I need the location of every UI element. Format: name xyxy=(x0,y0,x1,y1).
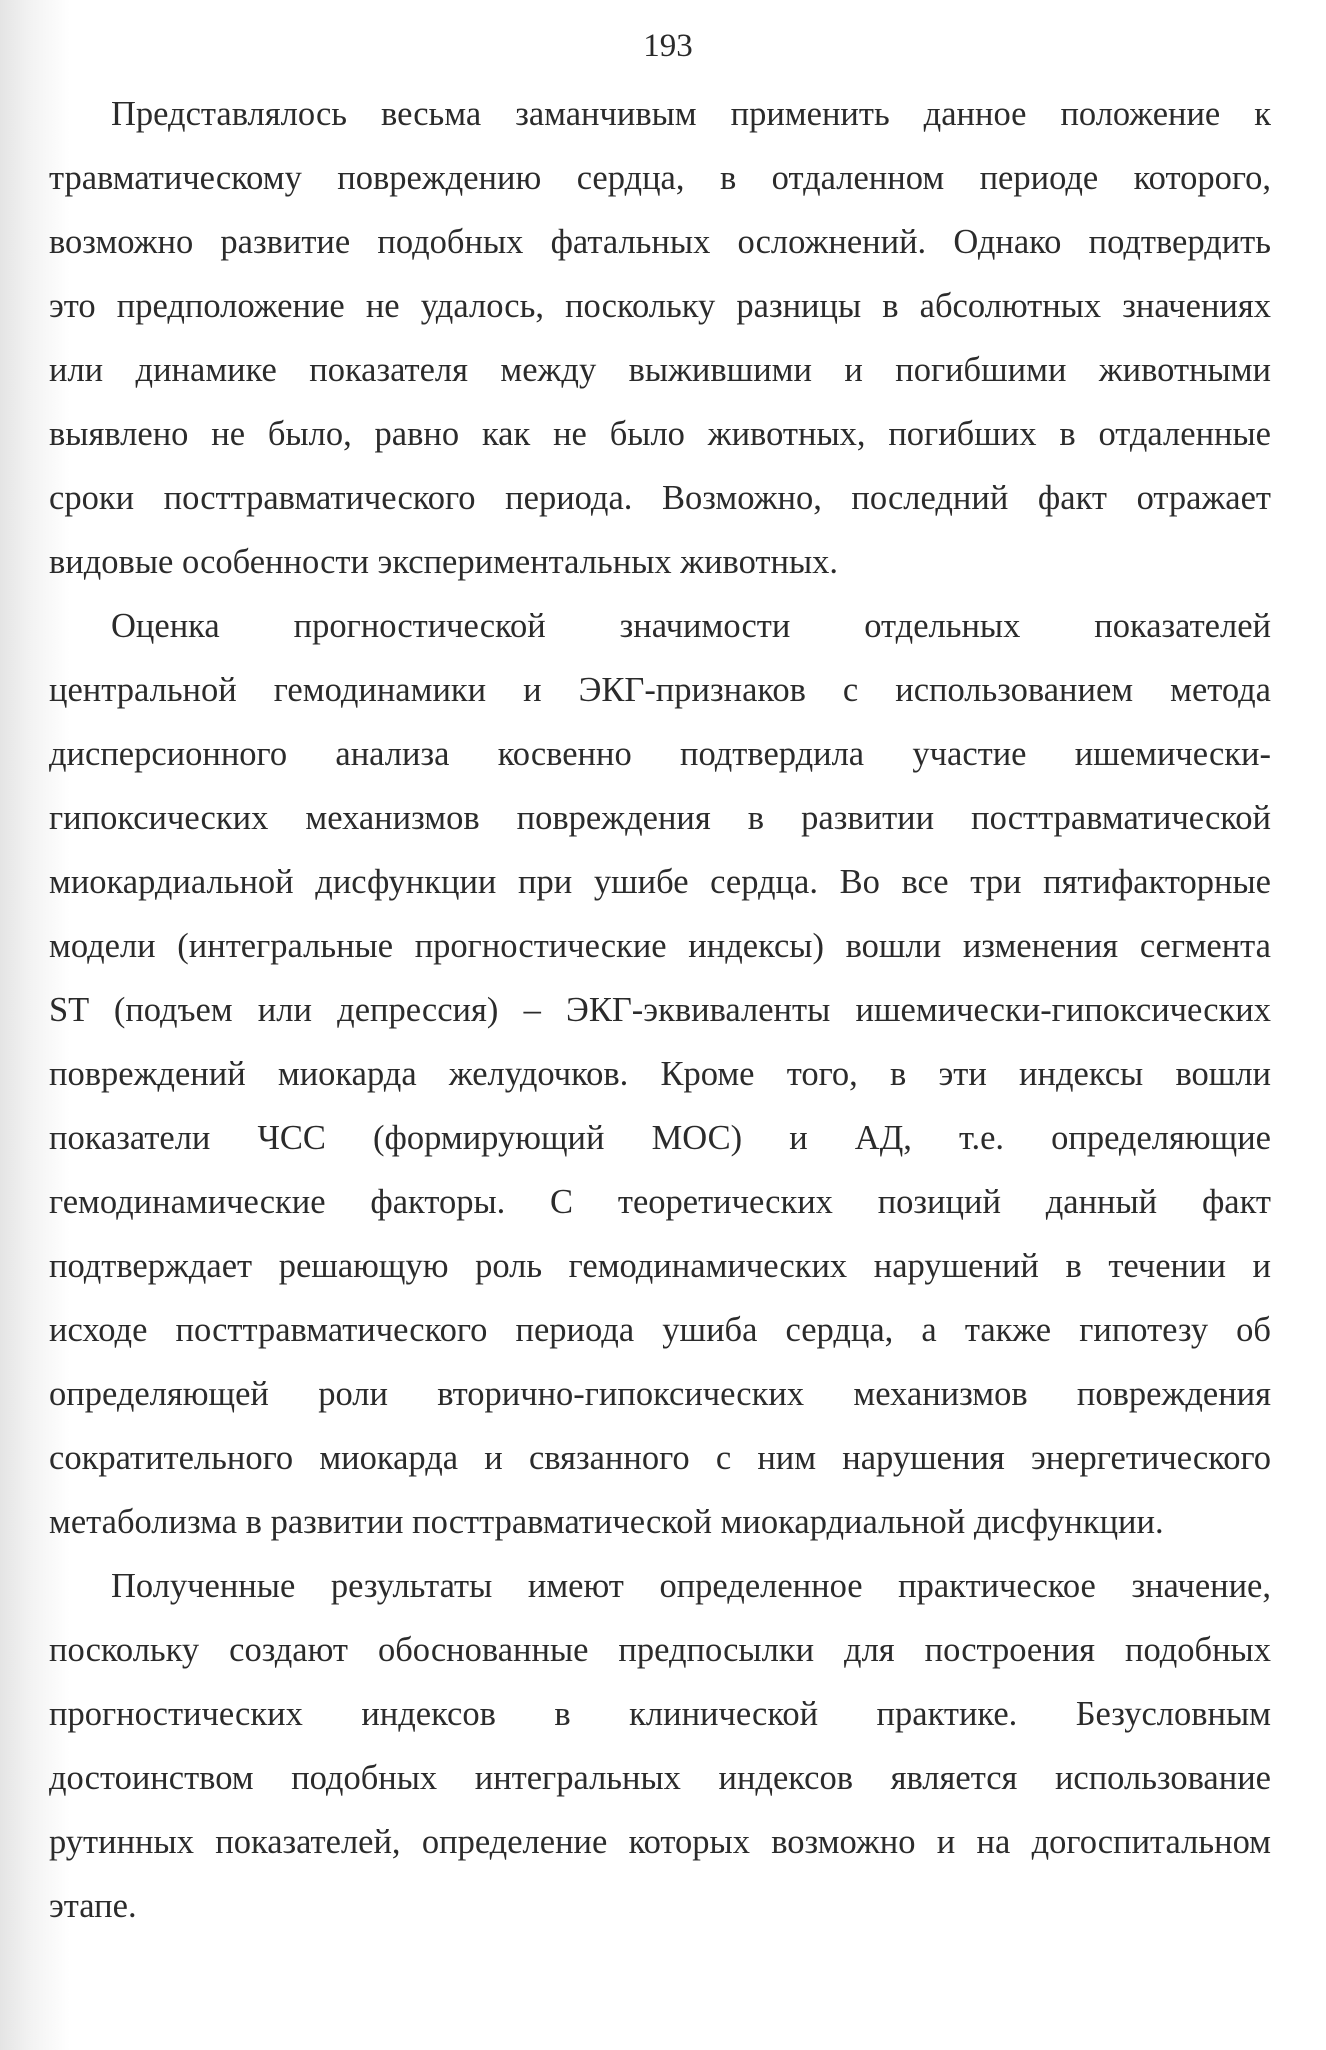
text-line: метаболизма в развитии посттравматической миокардиальной дисфункции. xyxy=(49,1503,1164,1541)
body-text xyxy=(49,82,1271,1938)
text-line: рутинных показателей, определение которых возможно и на догоспитальном xyxy=(49,1823,1271,1861)
text-line: ST (подъем или депрессия) – ЭКГ-эквиваленты ишемически-гипоксических xyxy=(49,991,1271,1029)
paragraph xyxy=(49,1554,1271,1938)
text-line: модели (интегральные прогностические индексы) вошли изменения сегмента xyxy=(49,927,1271,965)
text-line: миокардиальной дисфункции при ушибе сердца. Во все три пятифакторные xyxy=(49,863,1271,901)
text-line: достоинством подобных интегральных индексов является использование xyxy=(49,1759,1271,1797)
text-line: показатели ЧСС (формирующий МОС) и АД, т.е. определяющие xyxy=(49,1119,1271,1157)
text-line: поскольку создают обоснованные предпосылки для построения подобных xyxy=(49,1631,1271,1669)
text-line: определяющей роли вторично-гипоксических механизмов повреждения xyxy=(49,1375,1271,1413)
text-line: центральной гемодинамики и ЭКГ-признаков с использованием метода xyxy=(49,671,1271,709)
paragraph xyxy=(49,82,1271,594)
text-line: или динамике показателя между выжившими и погибшими животными xyxy=(49,351,1271,389)
text-line: гемодинамические факторы. С теоретических позиций данный факт xyxy=(49,1183,1271,1221)
page-number: 193 xyxy=(643,28,693,64)
text-line: сократительного миокарда и связанного с ним нарушения энергетического xyxy=(49,1439,1271,1477)
text-line: исходе посттравматического периода ушиба сердца, а также гипотезу об xyxy=(49,1311,1271,1349)
text-line: этапе. xyxy=(49,1887,137,1925)
text-line: дисперсионного анализа косвенно подтвердила участие ишемически- xyxy=(49,735,1271,773)
text-line: сроки посттравматического периода. Возможно, последний факт отражает xyxy=(49,479,1271,517)
text-line: прогностических индексов в клинической практике. Безусловным xyxy=(49,1695,1271,1733)
text-line: выявлено не было, равно как не было животных, погибших в отдаленные xyxy=(49,415,1271,453)
text-line: Оценка прогностической значимости отдельных показателей xyxy=(111,607,1271,645)
paragraph xyxy=(49,594,1271,1554)
text-line: гипоксических механизмов повреждения в развитии посттравматической xyxy=(49,799,1271,837)
text-line: видовые особенности экспериментальных животных. xyxy=(49,543,839,581)
text-line: это предположение не удалось, поскольку разницы в абсолютных значениях xyxy=(49,287,1271,325)
text-line: Полученные результаты имеют определенное практическое значение, xyxy=(111,1567,1271,1605)
text-line: травматическому повреждению сердца, в отдаленном периоде которого, xyxy=(49,159,1271,197)
text-line: Представлялось весьма заманчивым применить данное положение к xyxy=(111,95,1271,133)
text-line: повреждений миокарда желудочков. Кроме того, в эти индексы вошли xyxy=(49,1055,1271,1093)
text-line: подтверждает решающую роль гемодинамических нарушений в течении и xyxy=(49,1247,1271,1285)
text-line: возможно развитие подобных фатальных осложнений. Однако подтвердить xyxy=(49,223,1271,261)
